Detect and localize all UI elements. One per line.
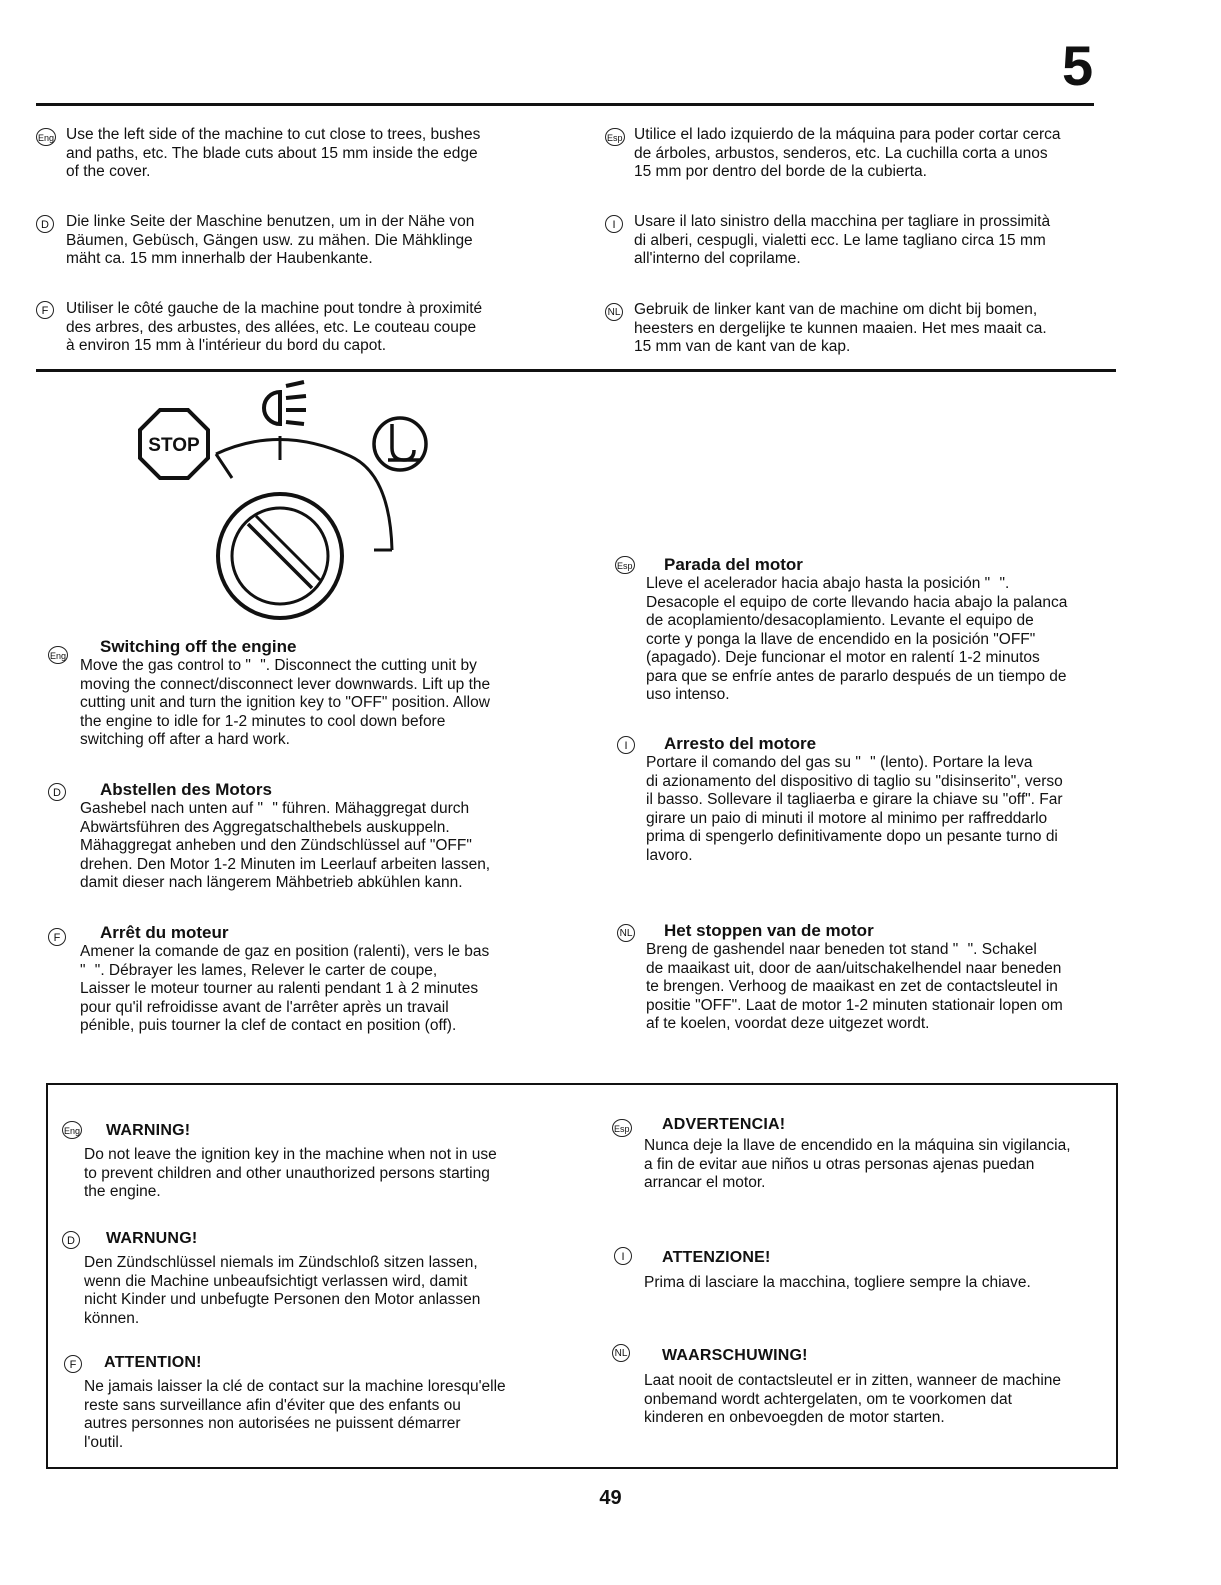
lang-badge-nl: NL [612,1344,630,1362]
headlight-icon [264,382,306,460]
warning-de: WARNUNG! Den Zündschlüssel niemals im Zündschloß sitzen lassen, wenn die Machine unbeaufsichtigt verlassen wird, damit nicht Kinder und unbefugte Personen den Motor anlassen können. [84,1229,564,1328]
warning-title-en: WARNING! [106,1122,191,1139]
engine-section-nl: Het stoppen van de motor Breng de gashendel naar beneden tot stand " ". Schakel de maaikast uit, door de aan/uitschakelhendel naar beneden te brengen. Verhoog de maaikast en zet de contactsleutel in positie "OFF". Laat de motor 1-2 minuten stationair lopen om af te koelen, voordat deze uitgezet wordt. [646,921,1116,1034]
intro-fr: Utiliser le côté gauche de la machine pout tondre à proximité des arbres, des arbustes, des allées, etc. Le couteau coupe à environ 15 mm à l'intérieur du bord du capot. [66,300,483,354]
warning-en: WARNING! Do not leave the ignition key in the machine when not in use to prevent children and other unauthorized persons starting the engine. [84,1121,564,1202]
engine-title-en: Switching off the engine [100,637,297,656]
engine-section-en: Switching off the engine Move the gas control to " ". Disconnect the cutting unit by moving the connect/disconnect lever downwards. Lift up the cutting unit and turn the ignition key to "OFF" position. Allow the engine to idle for 1-2 minutes to cool down before switching off after a hard work. [80,637,560,750]
engine-section-es: Parada del motor Lleve el acelerador hacia abajo hasta la posición " ". Desacople el equipo de corte llevando hacia abajo la palanca de acoplamiento/desacoplamiento. Levante el equipo de corte y ponga la llave de encendido en la posición "OFF" (apagado). Deje funcionar el motor en ralentí 1-2 minutos para que se enfríe antes de pararlo después de un tiempo de uso intenso. [646,555,1116,705]
stop-sign-icon [140,410,208,478]
header-rule [36,103,1094,106]
lang-badge-fr: F [48,928,66,946]
section-number: 5 [1062,34,1094,97]
warning-title-de: WARNUNG! [106,1230,198,1247]
lang-badge-de: D [48,783,66,801]
intro-nl: Gebruik de linker kant van de machine om dicht bij bomen, heesters en dergelijke te kunnen maaien. Het mes maait ca. 15 mm van de kant van de kap. [634,301,1047,355]
ignition-key-icon [218,494,342,618]
lang-badge-de: D [62,1231,80,1249]
warning-title-nl: WAARSCHUWING! [662,1347,808,1364]
warning-title-es: ADVERTENCIA! [662,1116,786,1133]
lang-badge-it: I [614,1247,632,1265]
lang-badge-es: Esp [605,128,625,146]
lang-badge-fr: F [36,301,54,319]
warning-fr: ATTENTION! Ne jamais laisser la clé de contact sur la machine loresqu'elle reste sans surveillance afin d'éviter que des enfants ou autres personnes non autorisées ne puissent démarrer l'outil. [84,1353,564,1452]
section-rule [36,369,1116,372]
engine-title-es: Parada del motor [664,555,803,574]
engine-section-fr: Arrêt du moteur Amener la comande de gaz en position (ralenti), vers le bas " ". Débrayer les lames, Relever le carter de coupe, Laisser le moteur tourner au ralenti pendant 1 à 2 minutes pour qu'il refroidisse avant de l'arrêter après un travail pénible, puis tourner la clef de contact en position (off). [80,923,560,1036]
stop-label: STOP [148,435,200,456]
engine-title-it: Arresto del motore [664,734,817,753]
lang-badge-nl: NL [617,924,635,942]
lang-badge-en: Eng [48,646,68,664]
engine-title-de: Abstellen des Motors [100,780,272,799]
ignition-switch-diagram [130,378,440,638]
intro-it: Usare il lato sinistro della macchina per tagliare in prossimità di alberi, cespugli, vialetti ecc. Le lame tagliano circa 15 mm all'interno del coprilame. [634,213,1051,267]
warning-it: ATTENZIONE! Prima di lasciare la macchina, togliere sempre la chiave. [644,1248,1116,1293]
engine-section-de: Abstellen des Motors Gashebel nach unten auf " " führen. Mähaggregat durch Abwärtsführen des Aggregatschalthebels auskuppeln. Mähaggregat anheben und den Zündschlüssel auf "OFF" drehen. Den Motor 1-2 Minuten im Leerlauf arbeiten lassen, damit dieser nach längerem Mähbetrieb abkühlen kann. [80,780,560,893]
lang-badge-it: I [617,736,635,754]
warning-es: ADVERTENCIA! Nunca deje la llave de encendido en la máquina sin vigilancia, a fin de evitar aue niños u otras personas ajenas puedan arrancar el motor. [644,1115,1116,1193]
intro-de: Die linke Seite der Maschine benutzen, um in der Nähe von Bäumen, Gebüsch, Gängen usw. zu mähen. Die Mähklinge mäht ca. 15 mm innerhalb der Haubenkante. [66,213,475,267]
start-icon [374,418,426,470]
engine-title-fr: Arrêt du moteur [100,923,229,942]
intro-es: Utilice el lado izquierdo de la máquina para poder cortar cerca de árboles, arbustos, senderos, etc. La cuchilla corta a unos 15 mm por dentro del borde de la cubierta. [634,126,1061,180]
lang-badge-en: Eng [62,1121,82,1139]
lang-badge-nl: NL [605,303,623,321]
page-number: 49 [599,1487,622,1509]
warning-nl: WAARSCHUWING! Laat nooit de contactsleutel er in zitten, wanneer de machine onbemand wordt achtergelaten, om te voorkomen dat kinderen en onbevoegden de motor starten. [644,1346,1116,1428]
engine-title-nl: Het stoppen van de motor [664,921,874,940]
lang-badge-fr: F [64,1355,82,1373]
intro-en: Use the left side of the machine to cut close to trees, bushes and paths, etc. The blade cuts about 15 mm inside the edge of the cover. [66,126,481,180]
lang-badge-de: D [36,215,54,233]
lang-badge-es: Esp [612,1119,632,1137]
warning-title-fr: ATTENTION! [104,1354,202,1371]
engine-section-it: Arresto del motore Portare il comando del gas su " " (lento). Portare la leva di azionamento del dispositivo di taglio su "disinserito", verso il basso. Sollevare il tagliaerba e girare la chiave su "off". Far girare un paio di minuti il motore al minimo per raffreddarlo prima di spengerlo definitivamente dopo un pesante turno di lavoro. [646,734,1116,865]
warning-title-it: ATTENZIONE! [662,1249,771,1266]
lang-badge-es: Esp [615,556,635,574]
lang-badge-en: Eng [36,128,56,146]
lang-badge-it: I [605,215,623,233]
